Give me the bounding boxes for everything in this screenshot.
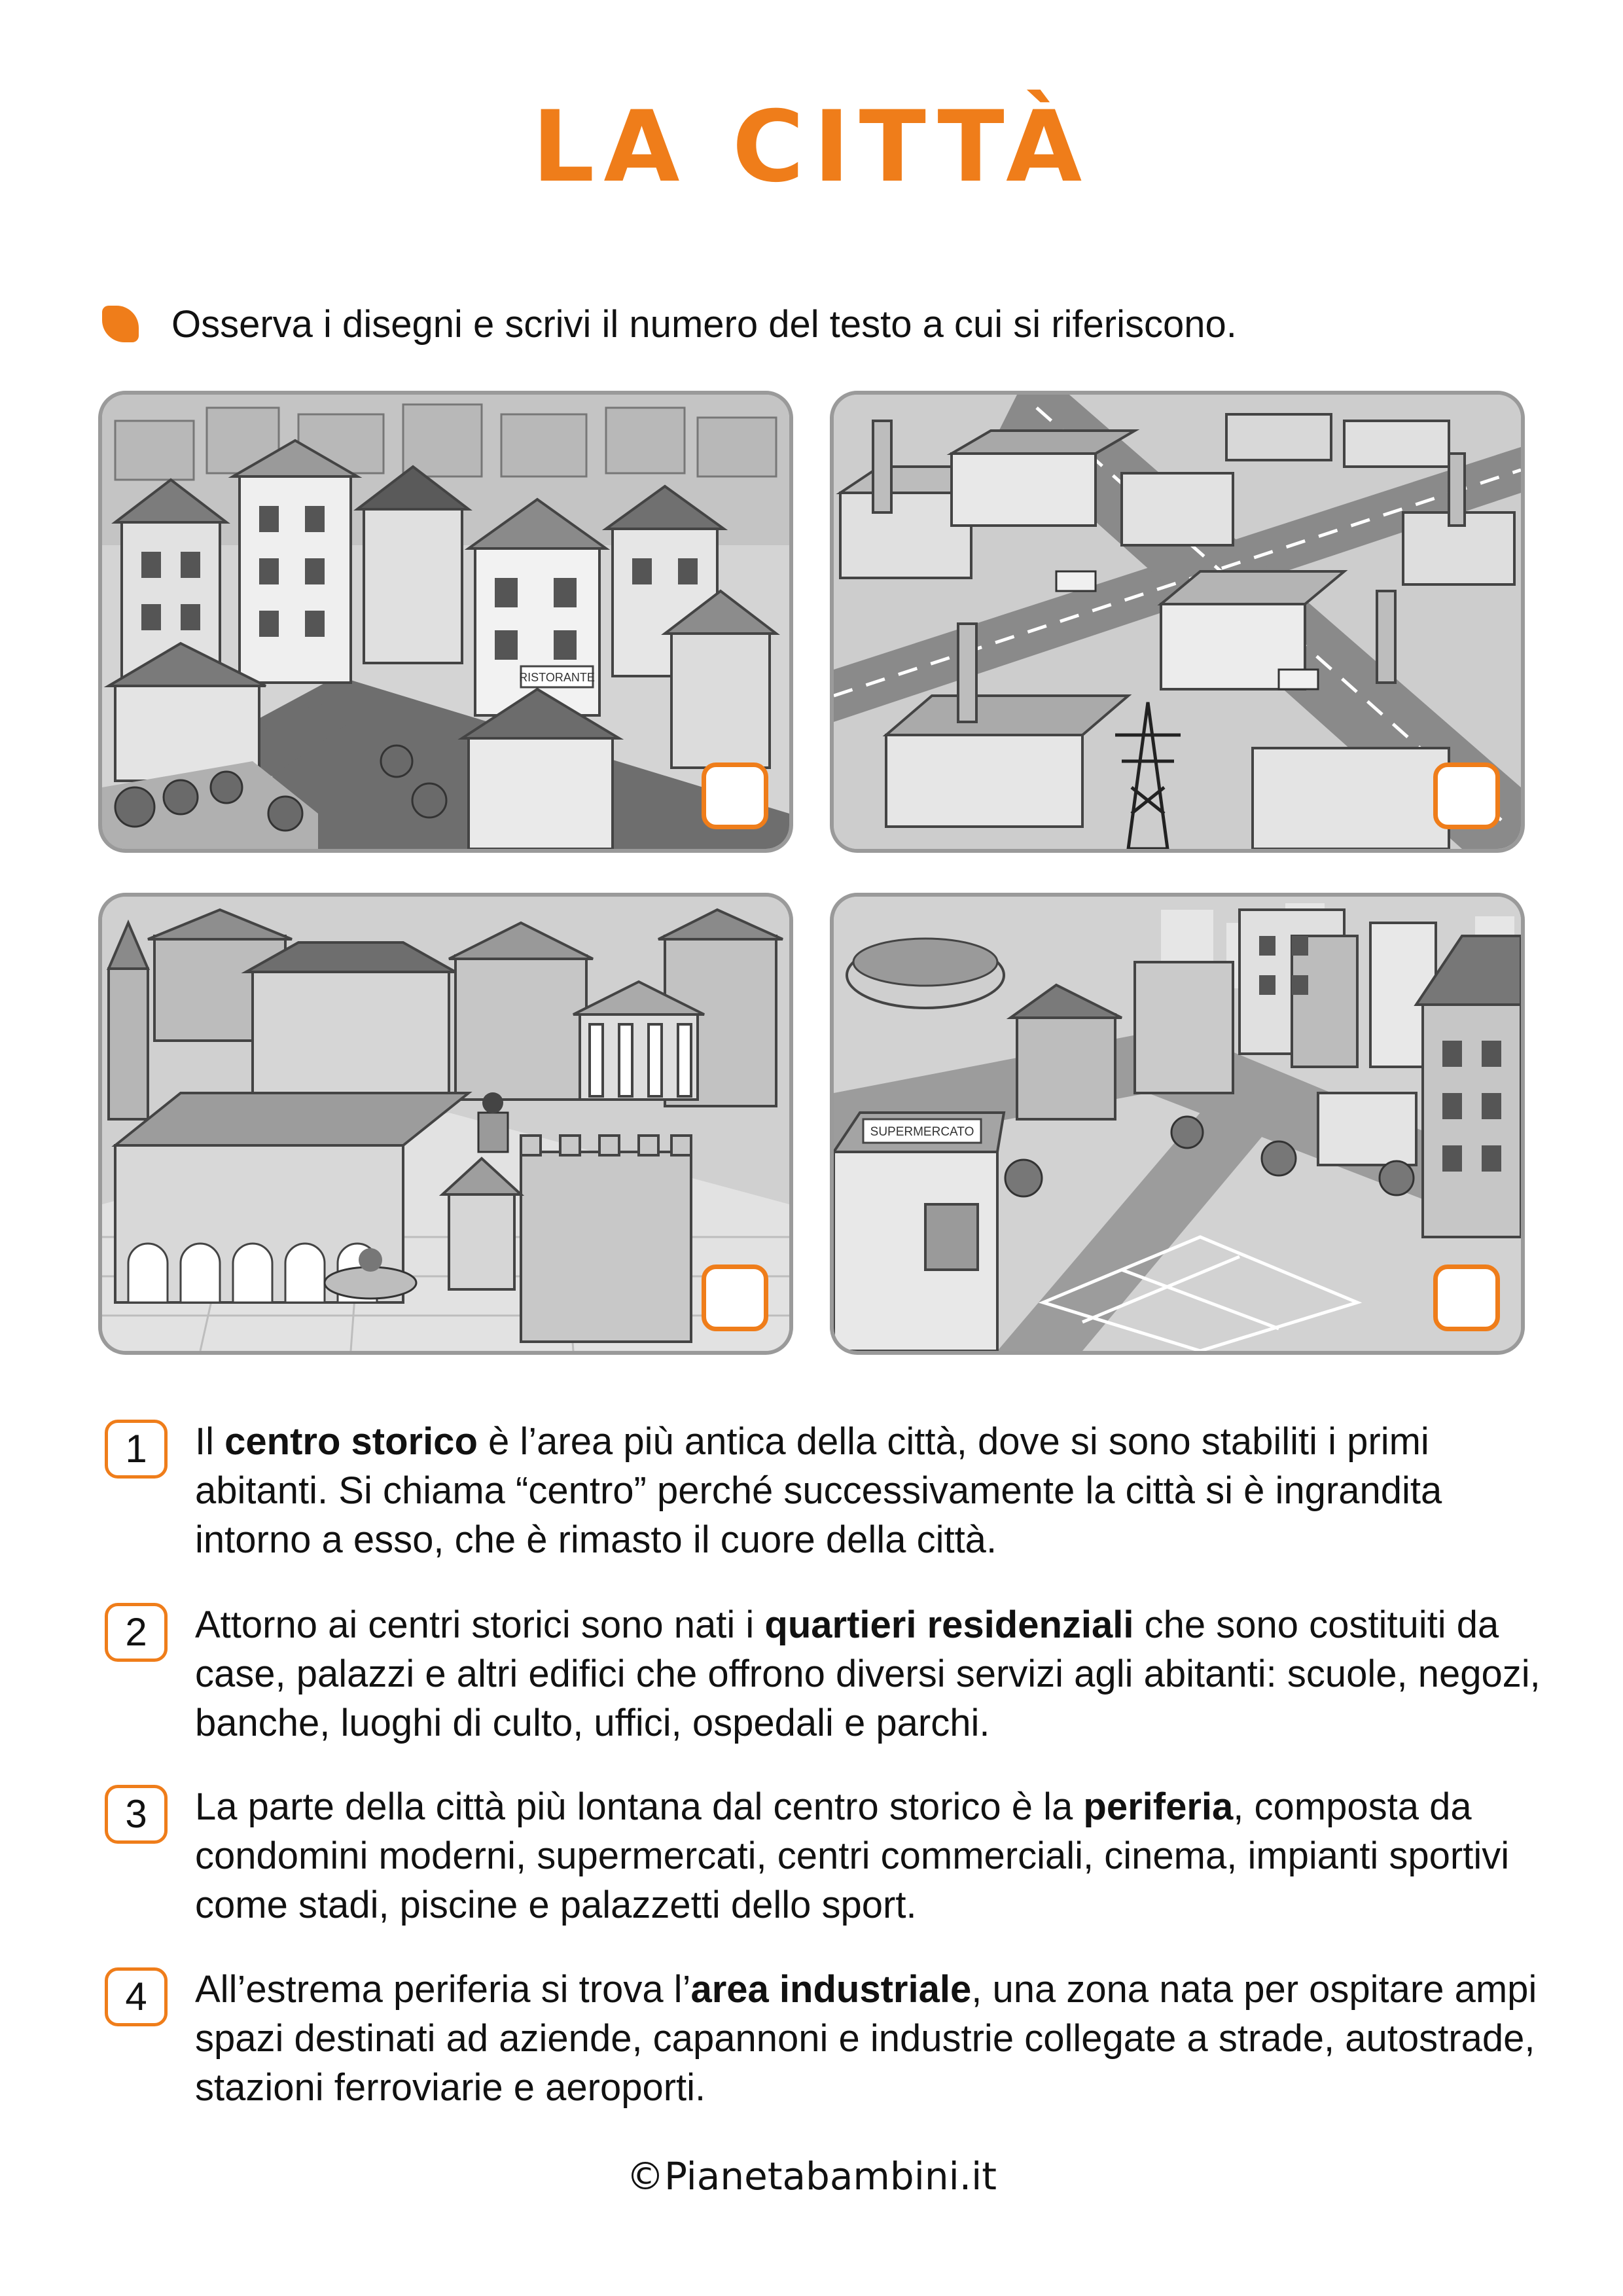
answer-box[interactable] xyxy=(702,1265,768,1331)
shop-sign: RISTORANTE xyxy=(519,671,595,684)
item-text: All’estrema periferia si trova l’area industriale, una zona nata per ospitare ampi spazi destinati ad aziende, capannoni e industrie collegate a strade, autostrade, stazioni ferroviarie e aeroporti. xyxy=(195,1968,1537,2109)
industrial-illustration xyxy=(834,395,1521,849)
answer-box[interactable] xyxy=(702,762,768,829)
copyright: ©Pianetabambini.it xyxy=(626,2154,997,2198)
page-title: LA CITTÀ xyxy=(531,90,1092,204)
residential-illustration xyxy=(102,395,789,849)
keyword: quartieri residenziali xyxy=(764,1604,1134,1646)
picture-residential xyxy=(98,391,793,853)
keyword: periferia xyxy=(1083,1785,1234,1828)
keyword: centro storico xyxy=(224,1420,478,1463)
periphery-illustration xyxy=(834,897,1521,1351)
supermarket-sign: SUPERMERCATO xyxy=(870,1125,974,1139)
answer-box[interactable] xyxy=(1433,762,1500,829)
historic-centre-illustration xyxy=(102,897,789,1351)
keyword: area industriale xyxy=(690,1968,972,2011)
instruction xyxy=(98,298,1538,350)
picture-periphery xyxy=(830,893,1525,1355)
item-number: 2 xyxy=(105,1603,168,1662)
answer-box[interactable] xyxy=(1433,1265,1500,1331)
picture-industrial xyxy=(830,391,1525,853)
item-number: 3 xyxy=(105,1785,168,1844)
bullet-icon xyxy=(102,306,139,342)
instruction-text: Osserva i disegni e scrivi il numero del testo a cui si riferiscono. xyxy=(171,303,1237,346)
item-number: 4 xyxy=(105,1967,168,2026)
item-text: Il centro storico è l’area più antica della città, dove si sono stabiliti i primi abitanti. Si chiama “centro” perché successivamente la città si è ingrandita intorno a esso, che è rimasto il cuore della città. xyxy=(195,1420,1442,1561)
picture-historic-centre xyxy=(98,893,793,1355)
item-number: 1 xyxy=(105,1420,168,1479)
item-text: Attorno ai centri storici sono nati i quartieri residenziali che sono costituiti da case, palazzi e altri edifici che offrono diversi servizi agli abitanti: scuole, negozi, banche, luoghi di culto, uffici, ospedali e parchi. xyxy=(195,1604,1541,1744)
item-text: La parte della città più lontana dal centro storico è la periferia, composta da condomini moderni, supermercati, centri commerciali, cinema, impianti sportivi come stadi, piscine e palazzetti dello sport. xyxy=(195,1785,1510,1926)
